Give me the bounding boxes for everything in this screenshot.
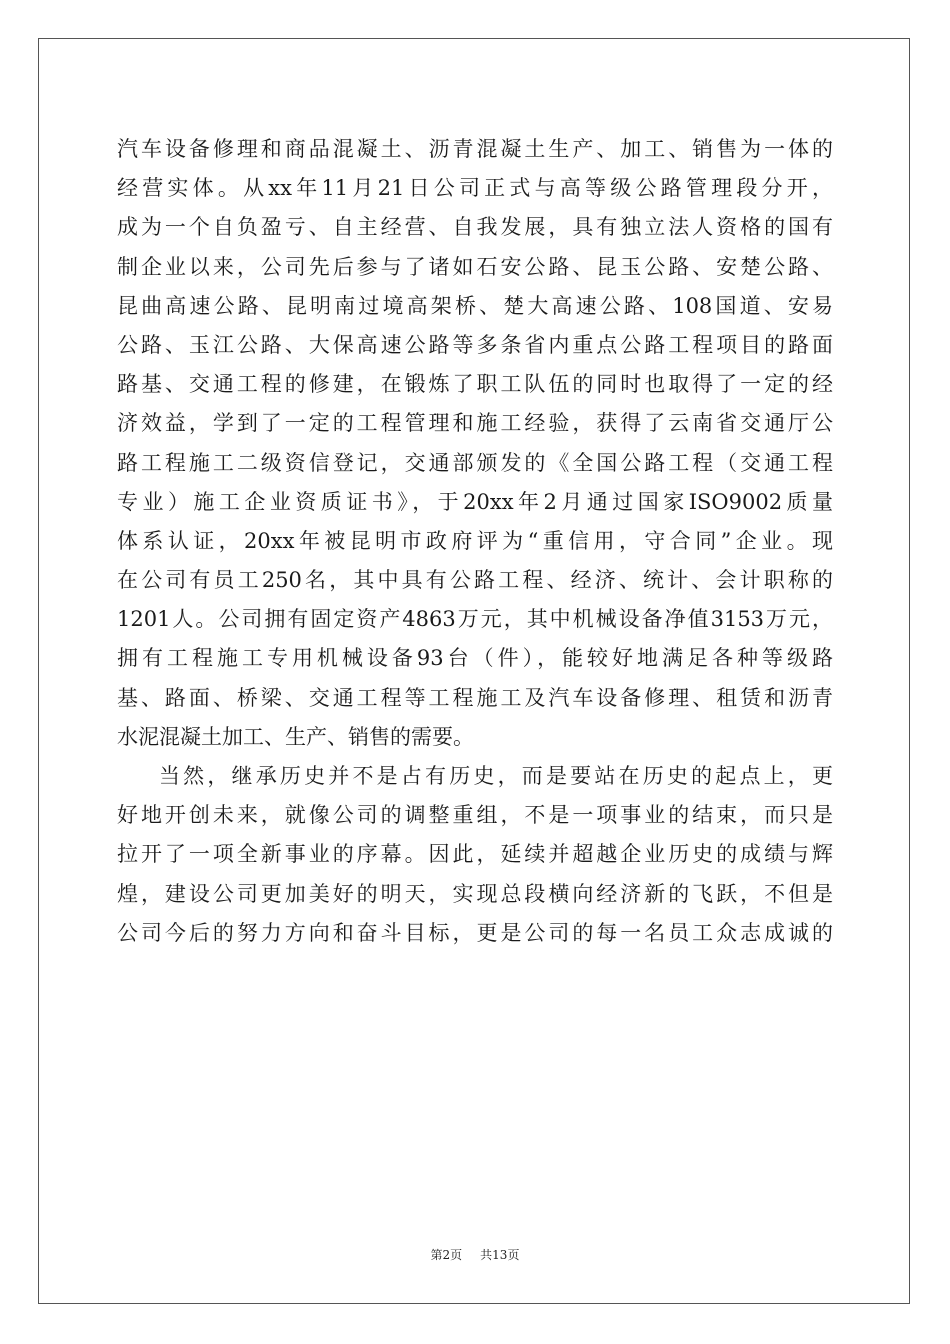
text-line: 路基、交通工程的修建，在锻炼了职工队伍的同时也取得了一定的经 xyxy=(117,372,833,397)
text-line: 制企业以来，公司先后参与了诸如石安公路、昆玉公路、安楚公路、 xyxy=(117,254,833,279)
text-line: 专业）施工企业资质证书》，于20xx年2月通过国家ISO9002质量 xyxy=(117,489,833,514)
text-line: 公司今后的努力方向和奋斗目标，更是公司的每一名员工众志成诚的 xyxy=(117,920,833,945)
text-line: 水泥混凝土加工、生产、销售的需要。 xyxy=(117,724,474,749)
text-line: 好地开创未来，就像公司的调整重组，不是一项事业的结束，而只是 xyxy=(117,803,833,828)
page-footer xyxy=(0,1246,950,1263)
text-line: 公路、玉江公路、大保高速公路等多条省内重点公路工程项目的路面 xyxy=(117,332,833,357)
text-line: 成为一个自负盈亏、自主经营、自我发展，具有独立法人资格的国有 xyxy=(117,215,833,240)
text-line: 当然，继承历史并不是占有历史，而是要站在历史的起点上，更 xyxy=(159,764,833,788)
page-total: 共13页 xyxy=(480,1248,520,1262)
text-line: 汽车设备修理和商品混凝土、沥青混凝土生产、加工、销售为一体的 xyxy=(117,137,833,161)
text-line: 路工程施工二级资信登记，交通部颁发的《全国公路工程（交通工程 xyxy=(117,450,833,475)
text-line: 在公司有员工250名，其中具有公路工程、经济、统计、会计职称的 xyxy=(117,568,833,593)
text-line: 体系认证，20xx年被昆明市政府评为“重信用，守合同”企业。现 xyxy=(117,528,833,553)
paragraph-1 xyxy=(117,130,833,757)
text-line: 昆曲高速公路、昆明南过境高架桥、楚大高速公路、108国道、安易 xyxy=(117,293,833,318)
text-line: 拥有工程施工专用机械设备93台（件），能较好地满足各种等级路 xyxy=(117,646,833,671)
page-number: 第2页 xyxy=(430,1248,463,1262)
paragraph-2 xyxy=(117,757,833,953)
document-body xyxy=(117,130,833,953)
text-line: 济效益，学到了一定的工程管理和施工经验，获得了云南省交通厅公 xyxy=(117,411,833,436)
text-line: 经营实体。从xx年11月21日公司正式与高等级公路管理段分开， xyxy=(117,176,833,201)
text-line: 1201人。公司拥有固定资产4863万元，其中机械设备净值3153万元， xyxy=(117,607,833,632)
text-line: 基、路面、桥梁、交通工程等工程施工及汽车设备修理、租赁和沥青 xyxy=(117,685,833,710)
text-line: 拉开了一项全新事业的序幕。因此，延续并超越企业历史的成绩与辉 xyxy=(117,842,833,867)
text-line: 煌，建设公司更加美好的明天，实现总段横向经济新的飞跃，不但是 xyxy=(117,881,833,906)
